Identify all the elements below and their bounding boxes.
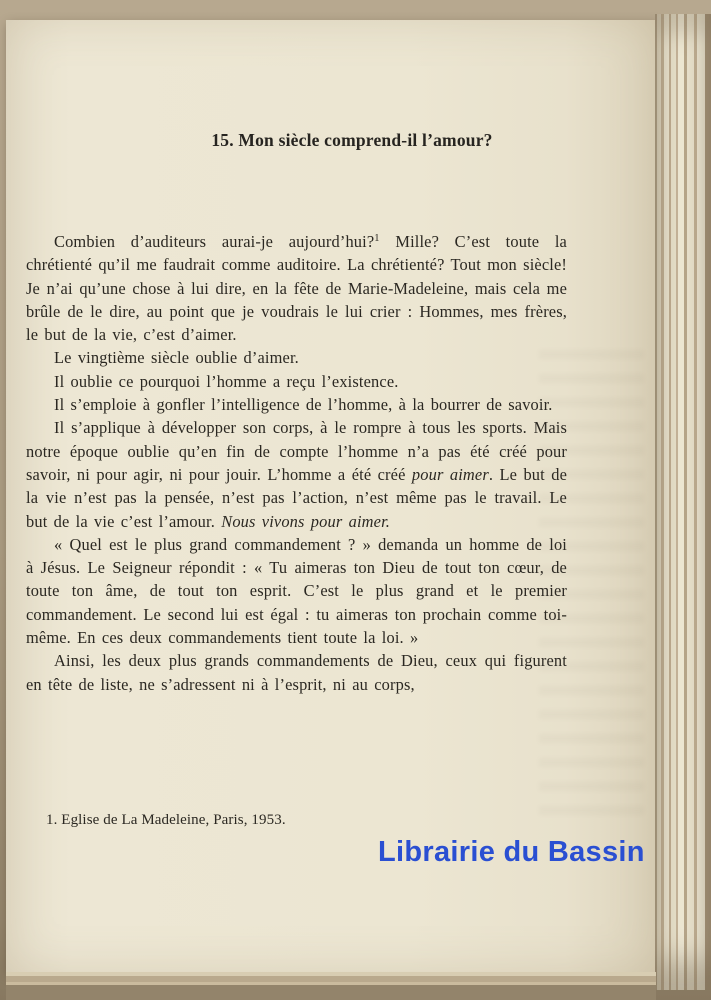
text-segment: Le vingtième siècle oublie d’aimer.	[54, 348, 299, 368]
page-edges-right	[655, 14, 711, 990]
text-segment: « Quel est le plus grand commandement ? » demanda un homme de loi à Jésus. Le Seigneur répondit : « Tu aimeras ton Dieu de tout ton cœur, de toute ton âme, de tout ton esprit. C’est le plus grand et le premier commandement. Le second lui est égal : tu aimeras ton prochain comme toi-même. En ces deux commandements tient toute la loi. »	[26, 534, 567, 648]
paragraph	[26, 533, 567, 649]
paragraph	[26, 393, 567, 416]
text-segment: Il s’applique à développer son corps, à le rompre à tous les sports. Mais notre époque oublie qu’en fin de compte l’homme n’a pas été créé pour savoir, ni pour agir, ni pour jouir. L’homme a été créé	[26, 418, 567, 484]
paragraph	[26, 230, 567, 346]
book-page	[6, 20, 656, 972]
text-segment: . Le but de la vie n’est pas la pensée, n’est pas l’action, n’est même pas le travail. Le but de la vie c’est l’amour.	[26, 464, 567, 531]
verso-show-through	[539, 350, 644, 820]
text-segment: Il s’emploie à gonfler l’intelligence de l’homme, à la bourrer de savoir.	[54, 395, 553, 415]
text-segment: Il oublie ce pourquoi l’homme a reçu l’existence.	[54, 371, 399, 391]
body-text	[26, 230, 567, 696]
paragraph	[26, 649, 567, 696]
text-segment: Ainsi, les deux plus grands commandements de Dieu, ceux qui figurent en tête de liste, ne s’adressent ni à l’esprit, ni au corps,	[26, 651, 567, 694]
text-segment: Nous vivons pour aimer.	[221, 511, 391, 531]
text-segment: Mille? C’est toute la chrétienté qu’il me faudrait comme auditoire. La chrétienté? Tout mon siècle! Je n’ai qu’une chose à lui dire, en la fête de Marie-Madeleine, mais cela me brûle de le dire, au point que je voudrais le lui crier : Hommes, mes frères, le but de la vie, c’est d’aimer.	[26, 232, 567, 345]
chapter-title: 15. Mon siècle comprend-il l’amour?	[211, 130, 493, 150]
text-segment: pour aimer	[411, 464, 489, 484]
paragraph	[26, 346, 567, 369]
footnote: 1. Eglise de La Madeleine, Paris, 1953.	[46, 812, 286, 828]
paragraph	[26, 416, 567, 532]
bookseller-watermark: Librairie du Bassin	[378, 836, 645, 868]
page-edges-bottom	[6, 972, 656, 1000]
paragraph	[26, 370, 567, 393]
footnote-marker: 1	[374, 233, 380, 244]
text-segment: Combien d’auditeurs aurai-je aujourd’hui?	[54, 232, 375, 251]
